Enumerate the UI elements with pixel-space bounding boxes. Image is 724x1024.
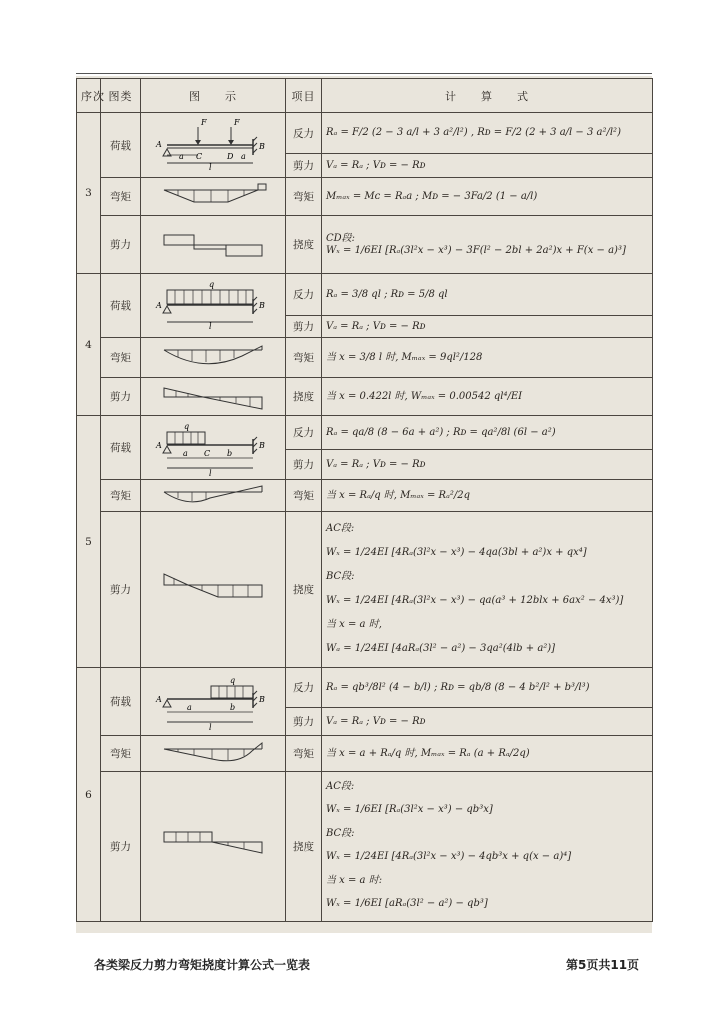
label-b: b — [227, 448, 233, 458]
shear-diagram-5 — [141, 512, 286, 668]
label-A: A — [156, 300, 162, 310]
beam-partial-load-right-diagram — [153, 672, 273, 732]
formula-line: Wₓ = 1/24EI [4Rₐ(3l²x − x³) − 4qb³x + q(x − a)⁴] — [326, 851, 572, 862]
label-B: B — [259, 440, 265, 450]
load-diagram-6 — [141, 668, 286, 736]
table-row — [77, 216, 653, 274]
formula-cell — [322, 113, 653, 154]
formula-line: Wₓ = 1/24EI [4Rₐ(3l²x − x³) − 4qa(3bl + a²)x + qx⁴] — [326, 546, 587, 558]
table-row — [77, 512, 653, 668]
shear-diagram-3 — [141, 216, 286, 274]
label-a2: a — [241, 152, 246, 161]
label-B: B — [259, 300, 265, 310]
load-diagram-3 — [141, 113, 286, 178]
type-cell: 弯矩 — [101, 338, 141, 378]
label-F2: F — [234, 118, 240, 127]
beam-partial-load-left-diagram — [153, 418, 273, 478]
moment-diagram-4 — [141, 338, 286, 378]
item-cell: 剪力 — [286, 154, 322, 178]
label-A: A — [156, 694, 162, 704]
formula-cell — [322, 338, 653, 378]
formula-cell — [322, 708, 653, 736]
item-cell: 剪力 — [286, 316, 322, 338]
label-q: q — [184, 421, 190, 431]
moment-diagram-3 — [141, 178, 286, 216]
header-item: 项目 — [286, 79, 322, 113]
type-cell: 弯矩 — [101, 480, 141, 512]
label-l: l — [209, 163, 212, 172]
type-cell: 剪力 — [101, 512, 141, 668]
moment-curve-diagram — [158, 184, 268, 210]
header-seq: 序次 — [77, 79, 101, 113]
item-cell: 剪力 — [286, 450, 322, 480]
formula-line: Rₐ = 3/8 ql ; Rᴅ = 5/8 ql — [326, 288, 448, 300]
label-l: l — [209, 468, 212, 478]
formula-line: 当 x = a 时: — [326, 875, 383, 886]
item-cell: 反力 — [286, 668, 322, 708]
label-A: A — [156, 140, 162, 149]
formula-line: BC段: — [326, 570, 355, 582]
type-cell: 弯矩 — [101, 736, 141, 772]
moment-curve-diagram — [158, 741, 268, 767]
formula-line: Wₓ = 1/6EI [Rₐ(3l²x − x³) − qb³x] — [326, 804, 493, 815]
label-q: q — [230, 675, 236, 685]
formula-cell — [322, 178, 653, 216]
moment-curve-diagram — [158, 484, 268, 508]
formula-cell — [322, 154, 653, 178]
label-D: D — [227, 152, 234, 161]
moment-curve-diagram — [158, 344, 268, 372]
formula-line: 当 x = 0.422l 时, Wₘₐₓ = 0.00542 ql⁴/EI — [326, 390, 523, 402]
seq-cell: 4 — [77, 274, 101, 416]
seq-cell: 3 — [77, 113, 101, 274]
top-rule — [76, 73, 652, 74]
page-number: 第5页共11页 — [566, 958, 640, 972]
type-cell: 弯矩 — [101, 178, 141, 216]
seq-cell: 5 — [77, 416, 101, 668]
beam-point-loads-diagram — [153, 115, 273, 175]
header-diagram: 图 示 — [141, 79, 286, 113]
seq-cell: 6 — [77, 668, 101, 922]
formula-cell — [322, 216, 653, 274]
shear-linear-diagram — [158, 382, 268, 412]
table-row — [77, 113, 653, 154]
formula-line: Rₐ = qb³/8l² (4 − b/l) ; Rᴅ = qb/8 (8 − 4 b²/l² + b³/l³) — [326, 681, 590, 693]
type-cell: 荷载 — [101, 668, 141, 736]
shear-diagram-4 — [141, 378, 286, 416]
formula-cell — [322, 450, 653, 480]
item-cell: 弯矩 — [286, 736, 322, 772]
table-row — [77, 416, 653, 450]
type-cell: 荷载 — [101, 113, 141, 178]
item-cell: 反力 — [286, 416, 322, 450]
type-cell: 荷载 — [101, 274, 141, 338]
formula-line: Wₓ = 1/24EI [4Rₐ(3l²x − x³) − qa(a³ + 12blx + 6ax² − 4x³)] — [326, 594, 624, 606]
formula-line: Vₐ = Rₐ ; Vᴅ = − Rᴅ — [326, 715, 426, 727]
formula-line: 当 x = a + Rₐ/q 时, Mₘₐₓ = Rₐ (a + Rₐ/2q) — [326, 747, 530, 759]
formula-line: 当 x = 3/8 l 时, Mₘₐₓ = 9ql²/128 — [326, 351, 483, 363]
header-formula: 计 算 式 — [322, 79, 653, 113]
table-row — [77, 274, 653, 316]
label-q: q — [209, 279, 215, 289]
formula-line: Wₓ = 1/6EI [aRₐ(3l² − a²) − qb³] — [326, 898, 488, 909]
formula-cell — [322, 480, 653, 512]
formula-line: Vₐ = Rₐ ; Vᴅ = − Rᴅ — [326, 320, 426, 332]
label-B: B — [259, 694, 265, 704]
item-cell: 挠度 — [286, 772, 322, 922]
table-header-row — [77, 79, 653, 113]
formula-cell — [322, 736, 653, 772]
label-F1: F — [201, 118, 207, 127]
label-b: b — [230, 702, 236, 712]
table-row — [77, 668, 653, 708]
item-cell: 弯矩 — [286, 338, 322, 378]
formula-cell — [322, 274, 653, 316]
table-row — [77, 772, 653, 922]
label-l: l — [209, 321, 212, 331]
label-C: C — [204, 448, 211, 458]
item-cell: 弯矩 — [286, 480, 322, 512]
table-row — [77, 378, 653, 416]
formula-line: Wₐ = 1/24EI [4aRₐ(3l² − a²) − 3qa²(4lb + a²)] — [326, 642, 556, 654]
formula-cell — [322, 772, 653, 922]
label-C: C — [196, 152, 203, 161]
beam-uniform-load-diagram — [153, 278, 273, 334]
header-type: 图类 — [101, 79, 141, 113]
formula-line: Vₐ = Rₐ ; Vᴅ = − Rᴅ — [326, 159, 426, 171]
label-a: a — [187, 702, 192, 712]
shear-linear-diagram — [158, 827, 268, 867]
table-row — [77, 480, 653, 512]
formula-line: Vₐ = Rₐ ; Vᴅ = − Rᴅ — [326, 458, 426, 470]
formula-line: AC段: — [326, 781, 355, 792]
shear-linear-diagram — [158, 570, 268, 610]
formula-line: CD段: — [326, 232, 356, 244]
shear-step-diagram — [158, 230, 268, 260]
formula-line: Mₘₐₓ = Mᴄ = Rₐa ; Mᴅ = − 3Fa/2 (1 − a/l) — [326, 190, 538, 202]
moment-diagram-6 — [141, 736, 286, 772]
footer-title: 各类梁反力剪力弯矩挠度计算公式一览表 — [94, 958, 311, 972]
label-l: l — [209, 722, 212, 732]
item-cell: 反力 — [286, 274, 322, 316]
formula-line: 当 x = Rₐ/q 时, Mₘₐₓ = Rₐ²/2q — [326, 489, 470, 501]
load-diagram-4 — [141, 274, 286, 338]
type-cell: 剪力 — [101, 772, 141, 922]
formula-cell — [322, 512, 653, 668]
item-cell: 反力 — [286, 113, 322, 154]
load-diagram-5 — [141, 416, 286, 480]
table-row — [77, 338, 653, 378]
formula-cell — [322, 416, 653, 450]
item-cell: 挠度 — [286, 378, 322, 416]
item-cell: 剪力 — [286, 708, 322, 736]
label-B: B — [259, 142, 265, 151]
table-row — [77, 736, 653, 772]
label-a: a — [183, 448, 188, 458]
moment-diagram-5 — [141, 480, 286, 512]
type-cell: 剪力 — [101, 378, 141, 416]
formula-line: AC段: — [326, 522, 355, 534]
shear-diagram-6 — [141, 772, 286, 922]
formula-cell — [322, 378, 653, 416]
formula-line: BC段: — [326, 828, 355, 839]
type-cell: 荷载 — [101, 416, 141, 480]
formula-line: Rₐ = qa/8 (8 − 6a + a²) ; Rᴅ = qa²/8l (6l − a²) — [326, 426, 556, 438]
formula-line: Wₓ = 1/6EI [Rₐ(3l²x − x³) − 3F(l² − 2bl + 2a²)x + F(x − a)³] — [326, 244, 626, 256]
item-cell: 挠度 — [286, 512, 322, 668]
type-cell: 剪力 — [101, 216, 141, 274]
label-A: A — [156, 440, 162, 450]
label-a1: a — [179, 152, 184, 161]
formula-cell — [322, 316, 653, 338]
table-row — [77, 178, 653, 216]
formula-table — [76, 78, 653, 922]
item-cell: 弯矩 — [286, 178, 322, 216]
formula-cell — [322, 668, 653, 708]
item-cell: 挠度 — [286, 216, 322, 274]
formula-line: 当 x = a 时, — [326, 618, 382, 630]
formula-line: Rₐ = F/2 (2 − 3 a/l + 3 a²/l²) , Rᴅ = F/2 (2 + 3 a/l − 3 a²/l²) — [326, 127, 621, 138]
